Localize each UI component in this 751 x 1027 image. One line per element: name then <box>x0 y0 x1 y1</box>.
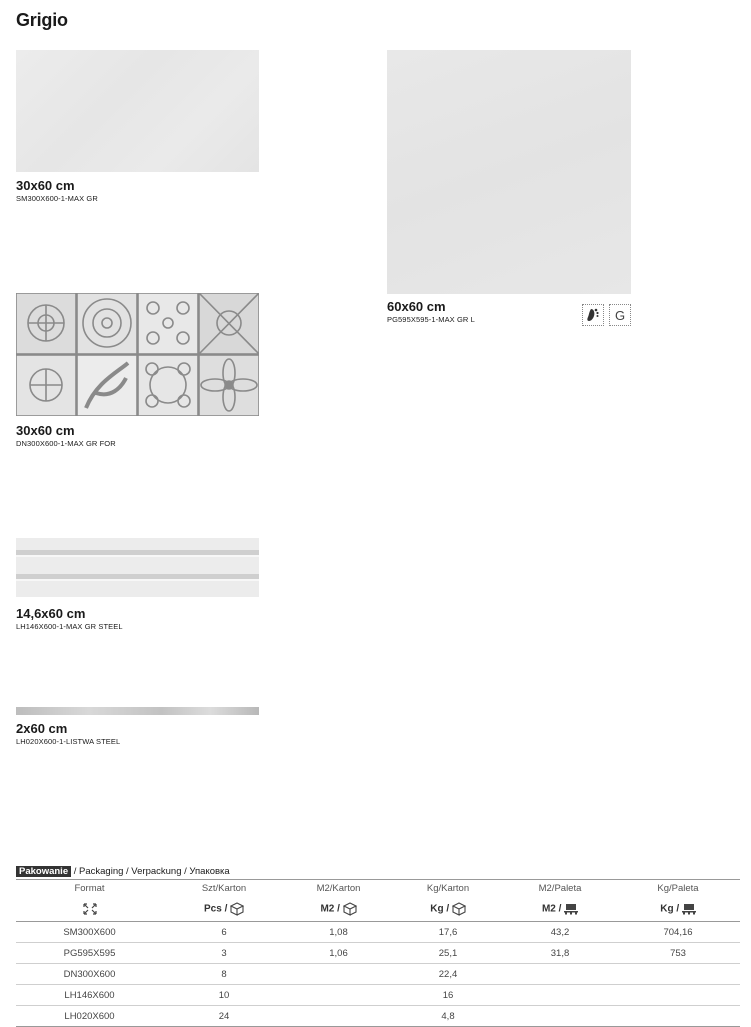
cell-kg-pallet: 753 <box>616 943 740 964</box>
unit-m2-pallet: M2 / <box>541 903 562 915</box>
pallet-icon <box>682 903 696 915</box>
cell-m2-pallet: 31,8 <box>504 943 616 964</box>
unit-m2: M2 / <box>320 903 340 915</box>
table-row <box>16 922 740 943</box>
product-code: LH020X600-1-LISTWA STEEL <box>16 737 121 746</box>
column-header: Szt/Karton <box>201 883 247 894</box>
column-header: Kg/Karton <box>426 883 470 894</box>
cell-pcs: 10 <box>163 985 285 1006</box>
footprint-icon <box>582 304 604 326</box>
product-size: 60x60 cm <box>387 299 446 314</box>
cell-m2-pallet: 43,2 <box>504 922 616 943</box>
cell-m2 <box>285 964 392 985</box>
box-icon <box>452 902 466 916</box>
box-icon <box>230 902 244 916</box>
box-icon <box>343 902 357 916</box>
cell-pcs: 24 <box>163 1006 285 1027</box>
table-row <box>16 943 740 964</box>
table-header-row <box>16 880 740 897</box>
tile-image-sm300x600 <box>16 50 259 172</box>
product-code: PG595X595-1-MAX GR L <box>387 315 475 324</box>
cell-kg: 17,6 <box>392 922 504 943</box>
cell-format: LH146X600 <box>16 985 163 1006</box>
cell-pcs: 6 <box>163 922 285 943</box>
column-header: M2/Paleta <box>538 883 582 894</box>
decor-tile-image <box>16 293 259 416</box>
product-size: 2x60 cm <box>16 721 68 736</box>
packaging-heading-translations: / Packaging / Verpackung / Упаковка <box>71 866 230 877</box>
product-code: DN300X600-1-MAX GR FOR <box>16 439 116 448</box>
cell-kg-pallet: 704,16 <box>616 922 740 943</box>
cell-format: DN300X600 <box>16 964 163 985</box>
table-icon-row <box>16 897 740 922</box>
cell-m2-pallet <box>504 985 616 1006</box>
cell-kg-pallet <box>616 964 740 985</box>
product-code: SM300X600-1-MAX GR <box>16 194 98 203</box>
cell-m2 <box>285 1006 392 1027</box>
table-row <box>16 964 740 985</box>
cell-kg: 22,4 <box>392 964 504 985</box>
product-code: LH146X600-1-MAX GR STEEL <box>16 622 123 631</box>
cell-format: PG595X595 <box>16 943 163 964</box>
packaging-heading-main: Pakowanie <box>16 866 71 877</box>
product-size: 30x60 cm <box>16 423 75 438</box>
packaging-heading <box>16 866 230 877</box>
unit-kg-pallet: Kg / <box>660 903 680 915</box>
column-header: M2/Karton <box>316 883 361 894</box>
cell-m2: 1,06 <box>285 943 392 964</box>
table-row <box>16 985 740 1006</box>
cell-format: SM300X600 <box>16 922 163 943</box>
product-size: 30x60 cm <box>16 178 75 193</box>
cell-kg-pallet <box>616 1006 740 1027</box>
cell-m2: 1,08 <box>285 922 392 943</box>
resize-arrows-icon <box>16 897 163 922</box>
cell-m2-pallet <box>504 964 616 985</box>
grade-badge: G <box>609 304 631 326</box>
cell-m2 <box>285 985 392 1006</box>
steel-strip-image <box>16 538 259 597</box>
listwa-image <box>16 707 259 715</box>
cell-m2-pallet <box>504 1006 616 1027</box>
product-size: 14,6x60 cm <box>16 606 86 621</box>
unit-kg: Kg / <box>430 903 450 915</box>
cell-kg: 4,8 <box>392 1006 504 1027</box>
cell-pcs: 3 <box>163 943 285 964</box>
column-header: Format <box>74 883 105 894</box>
column-header: Kg/Paleta <box>657 883 699 894</box>
cell-kg-pallet <box>616 985 740 1006</box>
cell-format: LH020X600 <box>16 1006 163 1027</box>
unit-pcs: Pcs / <box>204 903 228 915</box>
tile-image-pg595x595 <box>387 50 631 294</box>
page-title: Grigio <box>16 10 68 30</box>
table-row <box>16 1006 740 1027</box>
cell-kg: 25,1 <box>392 943 504 964</box>
cell-pcs: 8 <box>163 964 285 985</box>
packaging-table <box>16 880 740 1027</box>
pallet-icon <box>564 903 578 915</box>
cell-kg: 16 <box>392 985 504 1006</box>
